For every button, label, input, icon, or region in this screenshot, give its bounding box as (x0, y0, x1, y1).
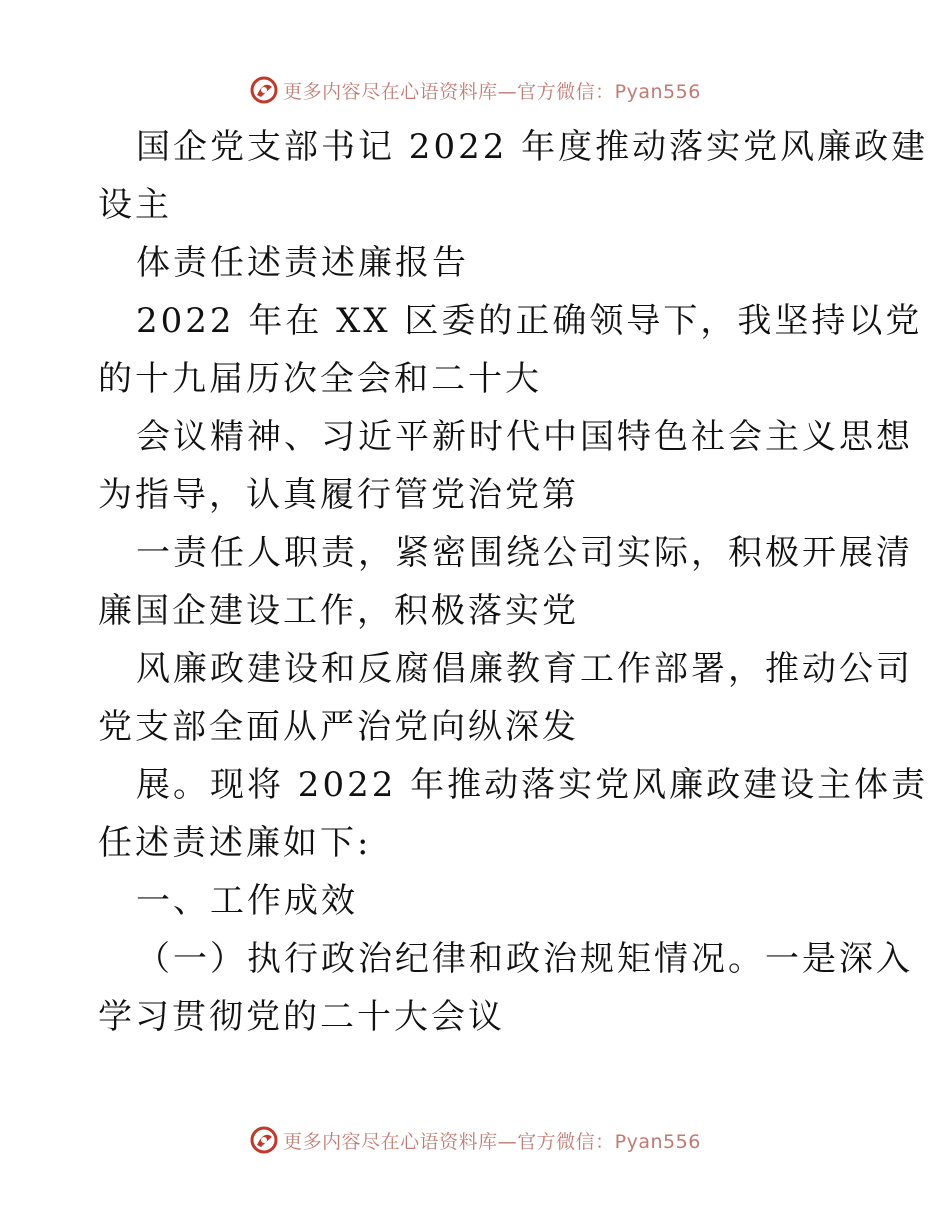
body-line: 任述责述廉如下: (98, 823, 372, 863)
header-banner-text: 更多内容尽在心语资料库—官方微信：Pyan556 (283, 80, 701, 103)
footer-banner (0, 1120, 950, 1160)
body-line: 会议精神、习近平新时代中国特色社会主义思想 (136, 417, 913, 457)
body-line: 一责任人职责，紧密围绕公司实际，积极开展清 (136, 533, 913, 573)
footer-banner-text: 更多内容尽在心语资料库—官方微信：Pyan556 (283, 1130, 701, 1153)
body-line: （一）执行政治纪律和政治规矩情况。一是深入 (136, 939, 913, 979)
body-line: 2022 年在 XX 区委的正确领导下，我坚持以党 (136, 301, 923, 341)
body-line: 廉国企建设工作，积极落实党 (98, 591, 579, 631)
section-heading: 一、工作成效 (136, 881, 358, 921)
body-line: 风廉政建设和反腐倡廉教育工作部署，推动公司 (136, 649, 913, 689)
body-line: 党支部全面从严治党向纵深发 (98, 707, 579, 747)
body-line: 为指导，认真履行管党治党第 (98, 475, 579, 515)
header-banner (0, 70, 950, 110)
body-line: 体责任述责述廉报告 (136, 243, 469, 283)
body-line: 学习贯彻党的二十大会议 (98, 997, 505, 1037)
body-line: 的十九届历次全会和二十大 (98, 359, 542, 399)
document-body (98, 118, 929, 1046)
red-swirl-logo-icon (249, 75, 279, 105)
body-line: 展。现将 2022 年推动落实党风廉政建设主体责 (136, 765, 929, 805)
body-line: 国企党支部书记 2022 年度推动落实党风廉政建 (136, 127, 929, 167)
body-line: 设主 (98, 185, 172, 225)
red-swirl-logo-icon (249, 1125, 279, 1155)
